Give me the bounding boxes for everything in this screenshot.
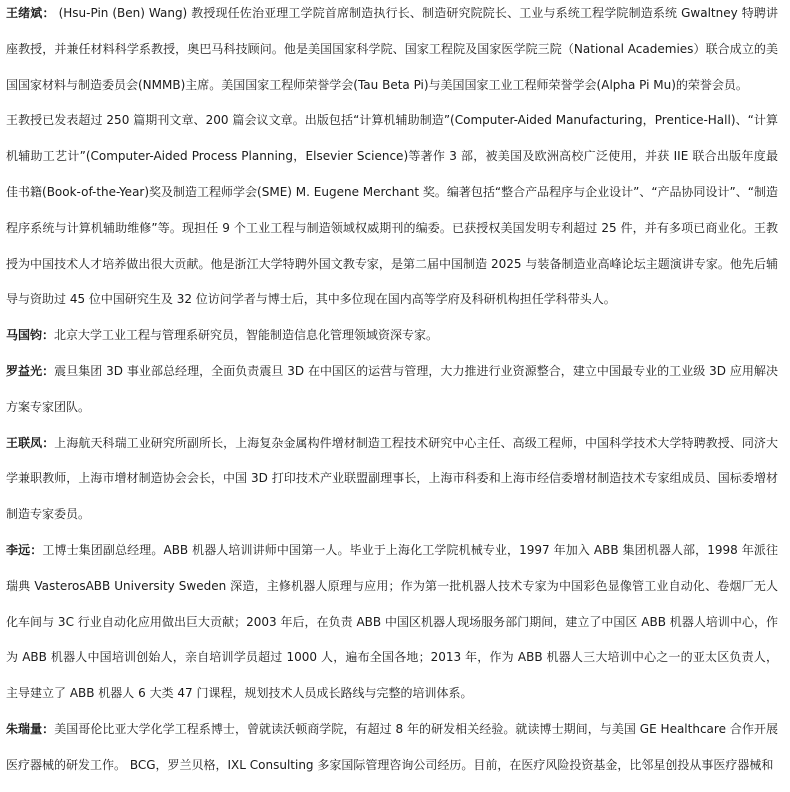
bio-li-yuan xyxy=(6,533,778,712)
bio-text: 震旦集团 3D 事业部总经理，全面负责震旦 3D 在中国区的运营与管理，大力推进行业资源整合，建立中国最专业的工业级 3D 应用解决方案专家团队。 xyxy=(6,363,778,414)
bio-name: 朱瑞量： xyxy=(6,721,55,736)
bio-text: 北京大学工业工程与管理系研究员，智能制造信息化管理领域资深专家。 xyxy=(54,328,439,343)
bio-name: 马国钧： xyxy=(6,328,55,343)
bio-wang-lianfeng xyxy=(6,426,778,533)
bio-zhu-ruiliang xyxy=(6,712,778,784)
bio-name: 李远： xyxy=(6,542,43,557)
bio-text: 上海航天科瑞工业研究所副所长，上海复杂金属构件增材制造工程技术研究中心主任、高级工程师，中国科学技术大学特聘教授、同济大学兼职教师，上海市增材制造协会会长，中国 3D 打印技术产业联盟副理事长，上海市科委和上海市经信委增材制造技术专家组成员、国标委增材制造专家委员。 xyxy=(6,435,778,522)
bio-text: 美国哥伦比亚大学化学工程系博士，曾就读沃顿商学院，有超过 8 年的研发相关经验。就读博士期间，与美国 GE Healthcare 合作开展医疗器械的研发工作。 BCG，罗兰贝格，IXL Consulting 多家国际管理咨询公司经历。目前，在医疗风险投资基金，比邻星创投从事医疗器械和 xyxy=(6,721,778,772)
bio-name: 罗益光： xyxy=(6,363,55,378)
bio-name: 王绪斌： xyxy=(6,6,55,20)
bio-text: 王教授已发表超过 250 篇期刊文章、200 篇会议文章。出版包括“计算机辅助制造”(Computer-Aided Manufacturing，Prentice-Hall)、“计算机辅助工艺计”(Computer-Aided Process Planning，Elsevier Science)等著作 3 部，被美国及欧洲高校广泛使用，并获 IIE 联合出版年度最佳书籍(Book-of-the-Year)奖及制造工程师学会(SME) M. Eugene Merchant 奖。编著包括“整合产品程序与企业设计”、“产品协同设计”、“制造程序系统与计算机辅助维修”等。现担任 9 个工业工程与制造领域权威期刊的编委。已获授权美国发明专利超过 25 件，并有多项已商业化。王教授为中国技术人才培养做出很大贡献。他是浙江大学特聘外国文教专家，是第二届中国制造 2025 与装备制造业高峰论坛主题演讲专家。他先后辅导与资助过 45 位中国研究生及 32 位访问学者与博士后，其中多位现在国内高等学府及科研机构担任学科带头人。 xyxy=(6,113,778,307)
bio-wang-xubin xyxy=(6,0,778,103)
bio-ma-guojun xyxy=(6,318,778,354)
bio-name: 王联凤： xyxy=(6,435,55,450)
bio-text: (Hsu-Pin (Ben) Wang) 教授现任佐治亚理工学院首席制造执行长、制造研究院院长、工业与系统工程学院制造系统 Gwaltney 特聘讲座教授，并兼任材料科学系教授，奥巴马科技顾问。他是美国国家科学院、国家工程院及国家医学院三院（National Academies）联合成立的美国国家材料与制造委员会(NMMB)主席。美国国家工程师荣誉学会(Tau Beta Pi)与美国国家工业工程师荣誉学会(Alpha Pi Mu)的荣誉会员。 xyxy=(6,6,778,92)
bio-luo-yiguang xyxy=(6,354,778,426)
bio-wang-xubin-continued xyxy=(6,103,778,318)
bio-text: 工博士集团副总经理。ABB 机器人培训讲师中国第一人。毕业于上海化工学院机械专业，1997 年加入 ABB 集团机器人部，1998 年派往瑞典 VasterosABB University Sweden 深造，主修机器人原理与应用；作为第一批机器人技术专家为中国彩色显像管工业自动化、卷烟厂无人化车间与 3C 行业自动化应用做出巨大贡献；2003 年后，在负责 ABB 中国区机器人现场服务部门期间，建立了中国区 ABB 机器人培训中心，作为 ABB 机器人中国培训创始人，亲自培训学员超过 1000 人，遍布全国各地；2013 年，作为 ABB 机器人三大培训中心之一的亚太区负责人，主导建立了 ABB 机器人 6 大类 47 门课程，规划技术人员成长路线与完整的培训体系。 xyxy=(6,542,778,701)
